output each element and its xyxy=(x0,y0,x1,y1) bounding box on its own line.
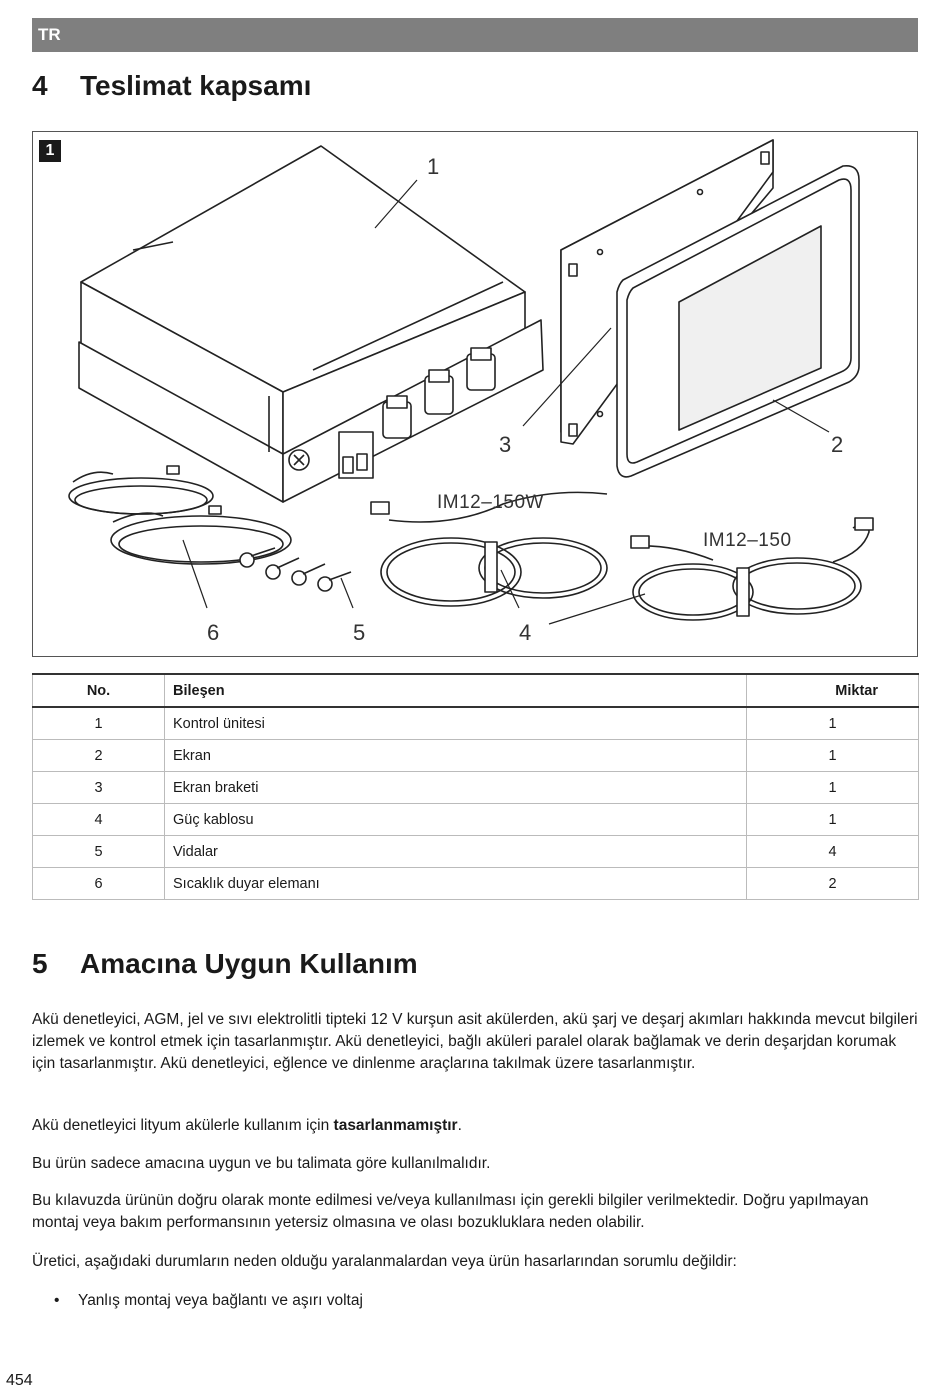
row-quantity: 4 xyxy=(747,836,919,868)
callout-3: 3 xyxy=(499,432,512,457)
delivery-scope-table xyxy=(32,673,919,900)
row-no: 4 xyxy=(33,804,165,836)
bullet-icon: • xyxy=(54,1292,60,1309)
row-quantity: 1 xyxy=(747,707,919,740)
lithium-note-paragraph xyxy=(32,1115,918,1137)
table-row xyxy=(33,868,919,900)
figure-number: 1 xyxy=(39,140,61,162)
row-quantity: 1 xyxy=(747,740,919,772)
lithium-note-emphasis: tasarlanmamıştır xyxy=(333,1117,458,1134)
cable-label-im12-150: IM12–150 xyxy=(703,530,792,551)
control-unit-drawing xyxy=(79,146,543,502)
page-number: 454 xyxy=(6,1372,33,1389)
callout-6: 6 xyxy=(207,620,220,645)
row-no: 1 xyxy=(33,707,165,740)
callout-1: 1 xyxy=(427,154,440,179)
table-row xyxy=(33,804,919,836)
table-row xyxy=(33,836,919,868)
row-component: Ekran xyxy=(165,740,747,772)
table-header-row xyxy=(33,674,919,707)
delivery-scope-illustration xyxy=(33,132,919,658)
delivery-scope-figure xyxy=(32,131,918,657)
row-no: 5 xyxy=(33,836,165,868)
row-no: 2 xyxy=(33,740,165,772)
lithium-note-suffix: . xyxy=(457,1117,462,1134)
table-row xyxy=(33,740,919,772)
section-4-heading xyxy=(32,70,311,102)
section-5-number: 5 xyxy=(32,948,48,979)
usage-paragraph: Bu ürün sadece amacına uygun ve bu talimata göre kullanılmalıdır. xyxy=(32,1155,491,1172)
cable-label-im12-150w: IM12–150W xyxy=(437,492,544,513)
language-code: TR xyxy=(38,25,61,44)
row-quantity: 1 xyxy=(747,772,919,804)
liability-paragraph: Üretici, aşağıdaki durumların neden olduğu yaralanmalardan veya ürün hasarlarından sorumlu değildir: xyxy=(32,1253,737,1270)
section-4-title: Teslimat kapsamı xyxy=(80,70,312,101)
list-item-text: Yanlış montaj veya bağlantı ve aşırı voltaj xyxy=(78,1292,363,1309)
intended-use-paragraph: Akü denetleyici, AGM, jel ve sıvı elektrolitli tipteki 12 V kurşun asit akülerden, akü şarj ve deşarj akımları hakkında mevcut bilgileri izlemek ve kontrol etmek için tasarlanmıştır. Akü denetleyici, bağlı aküleri paralel olarak bağlamak ve derin deşarjdan korumak için tasarlanmıştır. Akü denetleyici, eğlence ve dinlenme araçlarına takılmak üzere tasarlanmıştır. xyxy=(32,1011,918,1072)
row-no: 6 xyxy=(33,868,165,900)
lithium-note-prefix: Akü denetleyici lityum akülerle kullanım için xyxy=(32,1117,334,1134)
language-bar xyxy=(32,18,918,52)
row-no: 3 xyxy=(33,772,165,804)
header-quantity: Miktar xyxy=(747,674,919,707)
table-row xyxy=(33,707,919,740)
row-component: Ekran braketi xyxy=(165,772,747,804)
callout-2: 2 xyxy=(831,432,844,457)
row-component: Sıcaklık duyar elemanı xyxy=(165,868,747,900)
manual-info-paragraph: Bu kılavuzda ürünün doğru olarak monte edilmesi ve/veya kullanılması için gerekli bilgiler verilmektedir. Doğru yapılmayan montaj veya bakım performansının yetersiz olmasına ve olası bozukluklara neden olabilir. xyxy=(32,1192,869,1231)
row-component: Güç kablosu xyxy=(165,804,747,836)
screws-drawing xyxy=(240,548,351,591)
section-4-number: 4 xyxy=(32,70,48,101)
header-component: Bileşen xyxy=(165,674,747,707)
row-quantity: 1 xyxy=(747,804,919,836)
header-no: No. xyxy=(33,674,165,707)
table-row xyxy=(33,772,919,804)
section-5-heading xyxy=(32,948,418,980)
section-5-title: Amacına Uygun Kullanım xyxy=(80,948,418,979)
row-component: Vidalar xyxy=(165,836,747,868)
row-quantity: 2 xyxy=(747,868,919,900)
callout-5: 5 xyxy=(353,620,366,645)
row-component: Kontrol ünitesi xyxy=(165,707,747,740)
callout-4: 4 xyxy=(519,620,532,645)
